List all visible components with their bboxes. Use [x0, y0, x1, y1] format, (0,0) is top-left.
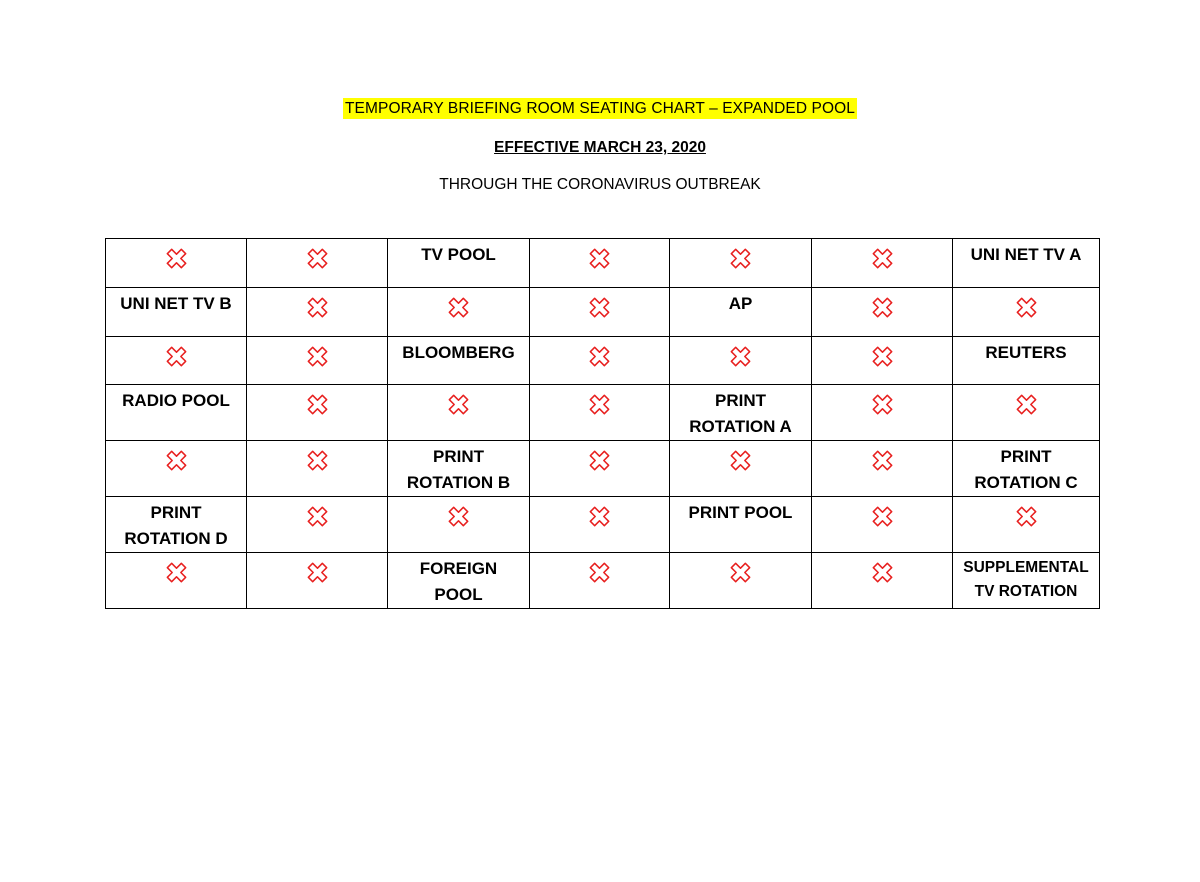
empty-seat-cell [812, 288, 953, 337]
empty-seat-cell [670, 239, 812, 288]
empty-seat-cell [530, 385, 670, 441]
x-mark-icon [1013, 294, 1040, 321]
empty-seat-cell [812, 553, 953, 609]
seating-row [106, 553, 1100, 609]
x-mark-icon [445, 503, 472, 530]
empty-seat-cell [812, 337, 953, 385]
x-mark-icon [1013, 391, 1040, 418]
empty-seat-cell [247, 441, 388, 497]
x-mark-icon [304, 503, 331, 530]
x-mark-icon [727, 559, 754, 586]
x-mark-icon [163, 447, 190, 474]
seat-label: RADIO POOL [106, 385, 247, 441]
seating-row [106, 239, 1100, 288]
subtitle: THROUGH THE CORONAVIRUS OUTBREAK [439, 176, 761, 193]
empty-seat-cell [812, 497, 953, 553]
x-mark-icon [727, 343, 754, 370]
x-mark-icon [163, 559, 190, 586]
x-mark-icon [869, 294, 896, 321]
seating-row [106, 288, 1100, 337]
empty-seat-cell [106, 239, 247, 288]
empty-seat-cell [812, 441, 953, 497]
empty-seat-cell [530, 497, 670, 553]
x-mark-icon [445, 391, 472, 418]
empty-seat-cell [247, 553, 388, 609]
x-mark-icon [869, 245, 896, 272]
x-mark-icon [727, 447, 754, 474]
empty-seat-cell [953, 288, 1100, 337]
x-mark-icon [1013, 503, 1040, 530]
empty-seat-cell [812, 239, 953, 288]
empty-seat-cell [530, 553, 670, 609]
empty-seat-cell [670, 337, 812, 385]
empty-seat-cell [953, 497, 1100, 553]
x-mark-icon [445, 294, 472, 321]
empty-seat-cell [106, 441, 247, 497]
x-mark-icon [869, 343, 896, 370]
x-mark-icon [586, 503, 613, 530]
seating-row [106, 497, 1100, 553]
x-mark-icon [586, 343, 613, 370]
empty-seat-cell [953, 385, 1100, 441]
empty-seat-cell [388, 497, 530, 553]
empty-seat-cell [530, 288, 670, 337]
empty-seat-cell [106, 553, 247, 609]
empty-seat-cell [388, 385, 530, 441]
x-mark-icon [586, 245, 613, 272]
x-mark-icon [586, 447, 613, 474]
title-line [0, 98, 1200, 119]
x-mark-icon [586, 294, 613, 321]
empty-seat-cell [670, 553, 812, 609]
x-mark-icon [869, 503, 896, 530]
seat-label: REUTERS [953, 337, 1100, 385]
empty-seat-cell [247, 288, 388, 337]
empty-seat-cell [388, 288, 530, 337]
seat-label: UNI NET TV A [953, 239, 1100, 288]
x-mark-icon [869, 447, 896, 474]
seating-row [106, 441, 1100, 497]
x-mark-icon [163, 343, 190, 370]
x-mark-icon [304, 447, 331, 474]
empty-seat-cell [247, 497, 388, 553]
seating-row [106, 337, 1100, 385]
seat-label: PRINT ROTATION B [388, 441, 530, 497]
x-mark-icon [304, 559, 331, 586]
seat-label: UNI NET TV B [106, 288, 247, 337]
x-mark-icon [586, 559, 613, 586]
seat-label: AP [670, 288, 812, 337]
seating-chart-table [105, 238, 1100, 609]
seat-label: PRINT ROTATION C [953, 441, 1100, 497]
empty-seat-cell [812, 385, 953, 441]
empty-seat-cell [530, 337, 670, 385]
x-mark-icon [304, 294, 331, 321]
seat-label: PRINT ROTATION A [670, 385, 812, 441]
x-mark-icon [163, 245, 190, 272]
empty-seat-cell [670, 441, 812, 497]
seat-label: TV POOL [388, 239, 530, 288]
empty-seat-cell [530, 441, 670, 497]
x-mark-icon [304, 391, 331, 418]
x-mark-icon [304, 343, 331, 370]
x-mark-icon [727, 245, 754, 272]
seat-label: SUPPLEMENTAL TV ROTATION [953, 553, 1100, 609]
empty-seat-cell [530, 239, 670, 288]
x-mark-icon [869, 391, 896, 418]
empty-seat-cell [106, 337, 247, 385]
empty-seat-cell [247, 239, 388, 288]
empty-seat-cell [247, 337, 388, 385]
x-mark-icon [304, 245, 331, 272]
x-mark-icon [586, 391, 613, 418]
effective-date: EFFECTIVE MARCH 23, 2020 [494, 139, 706, 156]
seating-row [106, 385, 1100, 441]
seat-label: PRINT ROTATION D [106, 497, 247, 553]
x-mark-icon [869, 559, 896, 586]
seat-label: BLOOMBERG [388, 337, 530, 385]
page-title: TEMPORARY BRIEFING ROOM SEATING CHART – EXPANDED POOL [344, 100, 855, 117]
seat-label: FOREIGN POOL [388, 553, 530, 609]
seat-label: PRINT POOL [670, 497, 812, 553]
empty-seat-cell [247, 385, 388, 441]
